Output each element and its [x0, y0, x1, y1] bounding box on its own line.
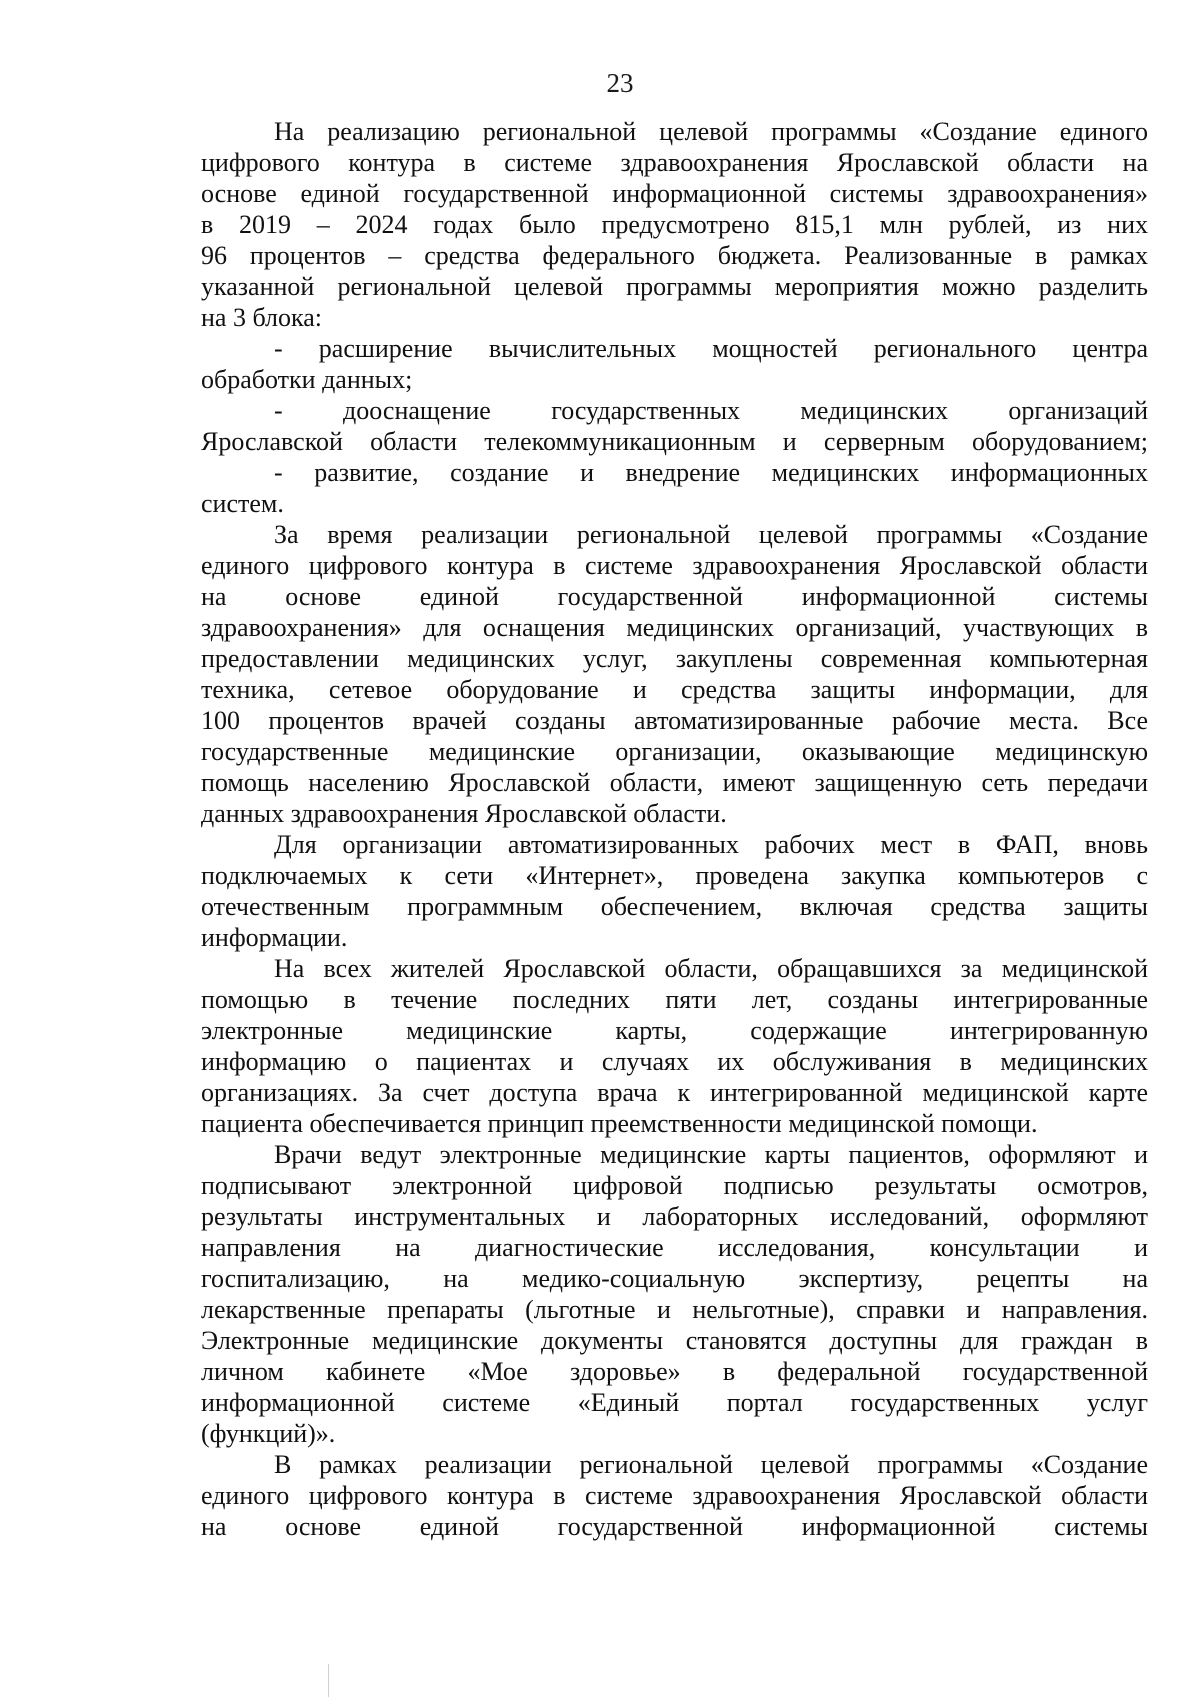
text-line: 100 процентов врачей созданы автоматизированные рабочие места. Все	[201, 706, 1148, 735]
text-line: Электронные медицинские документы становятся доступны для граждан в	[201, 1326, 1148, 1355]
text-line: Врачи ведут электронные медицинские карты пациентов, оформляют и	[274, 1140, 1148, 1169]
text-line: пациента обеспечивается принцип преемственности медицинской помощи.	[201, 1109, 1038, 1138]
text-line: (функций)».	[201, 1419, 336, 1448]
text-line: Для организации автоматизированных рабочих мест в ФАП, вновь	[274, 830, 1148, 859]
scan-edge-mark	[328, 1664, 329, 1697]
text-line: здравоохранения» для оснащения медицинских организаций, участвующих в	[201, 613, 1148, 642]
page-number: 23	[606, 68, 634, 98]
text-line: организациях. За счет доступа врача к интегрированной медицинской карте	[201, 1078, 1148, 1107]
text-line: отечественным программным обеспечением, включая средства защиты	[201, 892, 1148, 921]
text-line: обработки данных;	[201, 365, 413, 394]
text-line: помощь населению Ярославской области, имеют защищенную сеть передачи	[201, 768, 1148, 797]
text-line: лекарственные препараты (льготные и нельготные), справки и направления.	[201, 1295, 1148, 1324]
text-line: помощью в течение последних пяти лет, созданы интегрированные	[201, 985, 1148, 1014]
text-line: В рамках реализации региональной целевой программы «Создание	[274, 1450, 1148, 1479]
text-line: основе единой государственной информационной системы здравоохранения»	[201, 179, 1148, 208]
text-line: систем.	[201, 489, 284, 518]
text-line: государственные медицинские организации, оказывающие медицинскую	[201, 737, 1148, 766]
text-line: За время реализации региональной целевой программы «Создание	[274, 520, 1148, 549]
text-line: - развитие, создание и внедрение медицинских информационных	[274, 458, 1148, 487]
text-line: - дооснащение государственных медицинских организаций	[274, 396, 1148, 425]
text-line: на основе единой государственной информационной системы	[201, 582, 1148, 611]
text-line: цифрового контура в системе здравоохранения Ярославской области на	[201, 148, 1148, 177]
text-line: информационной системе «Единый портал государственных услуг	[201, 1388, 1148, 1417]
text-line: единого цифрового контура в системе здравоохранения Ярославской области	[201, 1481, 1148, 1510]
text-line: техника, сетевое оборудование и средства защиты информации, для	[201, 675, 1148, 704]
text-line: Ярославской области телекоммуникационным и серверным оборудованием;	[201, 427, 1148, 456]
text-line: подключаемых к сети «Интернет», проведена закупка компьютеров с	[201, 861, 1148, 890]
text-line: 96 процентов – средства федерального бюджета. Реализованные в рамках	[201, 241, 1148, 270]
text-line: предоставлении медицинских услуг, закуплены современная компьютерная	[201, 644, 1148, 673]
text-line: информации.	[201, 923, 348, 952]
body-text	[201, 116, 1148, 1542]
text-line: На всех жителей Ярославской области, обращавшихся за медицинской	[274, 954, 1148, 983]
text-line: информацию о пациентах и случаях их обслуживания в медицинских	[201, 1047, 1148, 1076]
text-line: указанной региональной целевой программы мероприятия можно разделить	[201, 272, 1148, 301]
text-line: госпитализацию, на медико-социальную экспертизу, рецепты на	[201, 1264, 1148, 1293]
text-line: подписывают электронной цифровой подписью результаты осмотров,	[201, 1171, 1148, 1200]
text-line: На реализацию региональной целевой программы «Создание единого	[274, 117, 1148, 146]
text-line: на основе единой государственной информационной системы	[201, 1512, 1148, 1541]
text-line: единого цифрового контура в системе здравоохранения Ярославской области	[201, 551, 1148, 580]
text-line: личном кабинете «Мое здоровье» в федеральной государственной	[201, 1357, 1148, 1386]
text-line: электронные медицинские карты, содержащие интегрированную	[201, 1016, 1148, 1045]
text-line: направления на диагностические исследования, консультации и	[201, 1233, 1148, 1262]
text-line: данных здравоохранения Ярославской области.	[201, 799, 727, 828]
text-line: в 2019 – 2024 годах было предусмотрено 815,1 млн рублей, из них	[201, 210, 1148, 239]
text-line: - расширение вычислительных мощностей регионального центра	[274, 334, 1148, 363]
text-line: на 3 блока:	[201, 303, 323, 332]
text-line: результаты инструментальных и лабораторных исследований, оформляют	[201, 1202, 1148, 1231]
